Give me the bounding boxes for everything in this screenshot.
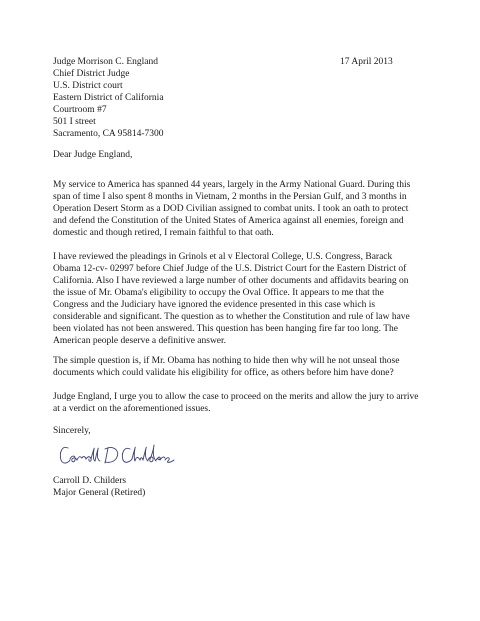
handwritten-signature [58, 441, 183, 468]
recipient-line: Courtroom #7 [53, 105, 107, 115]
signer-title: Major General (Retired) [53, 488, 146, 498]
recipient-line: Chief District Judge [53, 69, 130, 79]
recipient-address [53, 56, 164, 140]
body-paragraph: Judge England, I urge you to allow the case to proceed on the merits and allow the jury to arrive at a verdict on the aforementioned issues. [53, 392, 419, 414]
body-paragraph: My service to America has spanned 44 years, largely in the Army National Guard. During this span of time I also spent 8 months in Vietnam, 2 months in the Persian Gulf, and 3 months in Operation Desert Storm as a DOD Civilian assigned to combat units. I took an oath to protect and defend the Constitution of the United States of America against all enemies, foreign and domestic and though retired, I remain faithful to that oath. [53, 180, 411, 238]
salutation: Dear Judge England, [53, 150, 133, 160]
recipient-line: Sacramento, CA 95814-7300 [53, 129, 164, 139]
recipient-line: Eastern District of California [53, 93, 164, 103]
signer-block [53, 475, 145, 499]
recipient-line: U.S. District court [53, 81, 123, 91]
signer-name: Carroll D. Childers [53, 476, 127, 486]
body-paragraph: The simple question is, if Mr. Obama has nothing to hide then why will he not unseal those documents which could validate his eligibility for office, as others before him have done? [53, 356, 400, 378]
letter-date: 17 April 2013 [340, 57, 393, 67]
recipient-line: 501 I street [53, 117, 96, 127]
closing: Sincerely, [53, 426, 91, 436]
body-paragraph: I have reviewed the pleadings in Grinols et al v Electoral College, U.S. Congress, Barack Obama 12-cv- 02997 before Chief Judge of the U.S. District Court for the Eastern District of California. Also I have reviewed a large number of other documents and affidavits bearing on the issue of Mr. Obama's eligibility to occupy the Oval Office. It appears to me that the Congress and the Judiciary have ignored the evidence presented in this case which is considerable and significant. The question as to whether the Constitution and rule of law have been violated has not been answered. This question has been hanging fire far too long. The American people deserve a definitive answer. [53, 252, 410, 346]
recipient-line: Judge Morrison C. England [53, 57, 159, 67]
